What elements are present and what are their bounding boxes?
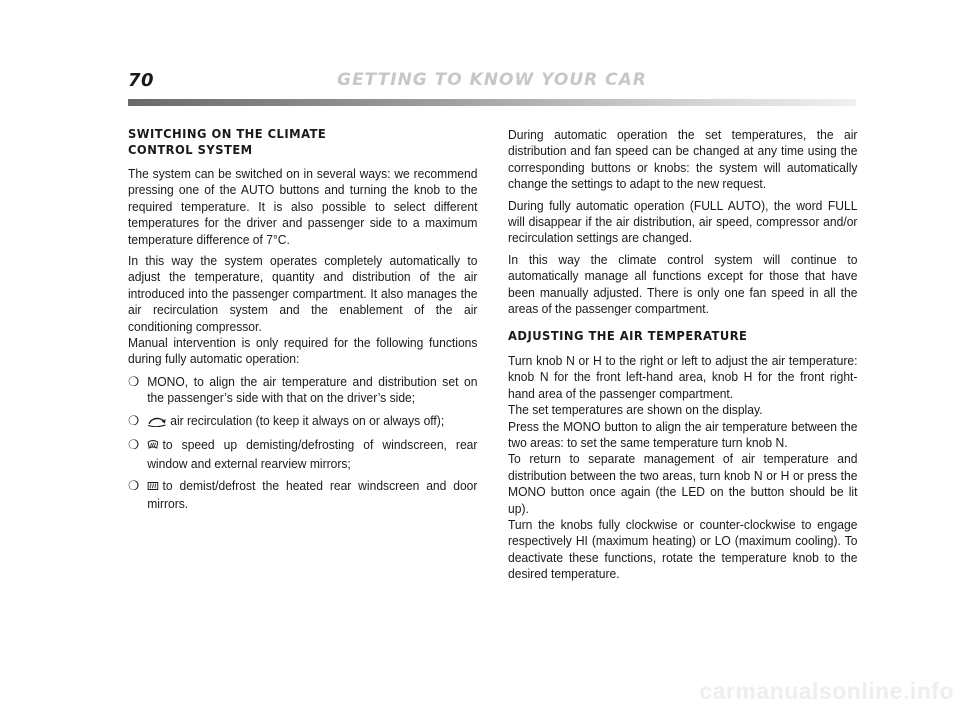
list-item xyxy=(128,413,477,431)
windscreen-demist-icon xyxy=(147,439,159,455)
left-column xyxy=(128,127,477,519)
heading-line-2: CONTROL SYSTEM xyxy=(128,142,253,157)
right-column xyxy=(508,127,857,583)
paragraph: In this way the climate control system will continue to automatically manage all functions except for those that have been manually adjusted. There is only one fan speed in all the areas of the passenger compartment. xyxy=(508,252,858,317)
paragraph: During fully automatic operation (FULL AUTO), the word FULL will disappear if the air distribution, air speed, compressor and/or recirculation settings are changed. xyxy=(508,198,858,246)
paragraph: The set temperatures are shown on the display. xyxy=(508,403,763,418)
section-heading-air-temperature: ADJUSTING THE AIR TEMPERATURE xyxy=(508,329,748,344)
watermark: carmanualsonline.info xyxy=(699,678,954,704)
page-number: 70 xyxy=(128,70,155,91)
bullet-circle-icon: ❍ xyxy=(128,412,140,428)
bullet-circle-icon: ❍ xyxy=(128,373,140,389)
list-item-text: to speed up demisting/defrosting of windscreen, rear window and external rearview mirrors; xyxy=(147,438,478,471)
page-header xyxy=(128,70,856,94)
paragraph: Turn knob N or H to the right or left to adjust the air temperature: knob N for the front left-hand area, knob H for the front right-hand area of the passenger compartment. xyxy=(508,353,858,401)
rear-window-defrost-icon xyxy=(147,480,159,496)
bullet-circle-icon: ❍ xyxy=(128,437,140,453)
section-heading-switching-on xyxy=(128,127,477,158)
paragraph: Press the MONO button to align the air temperature between the two areas: to set the same temperature turn knob N. xyxy=(508,419,858,450)
running-title: GETTING TO KNOW YOUR CAR xyxy=(337,70,647,90)
air-recirculation-icon xyxy=(147,415,166,431)
list-item-text: to demist/defrost the heated rear windscreen and door mirrors. xyxy=(147,478,478,512)
paragraph: The system can be switched on in several ways: we recommend pressing one of the AUTO buttons and turning the knob to the required temperature. It is also possible to select different temperatures for the driver and passenger side to a maximum temperature difference of 7°C. xyxy=(128,167,478,247)
paragraph: Manual intervention is only required for the following functions during fully automatic operation: xyxy=(128,336,478,367)
heading-line-1: SWITCHING ON THE CLIMATE xyxy=(128,127,327,141)
list-item-text: air recirculation (to keep it always on or always off); xyxy=(170,413,445,428)
paragraph: To return to separate management of air temperature and distribution between the two areas, turn knob N or H or press the MONO button once again (the LED on the button should be lit up). xyxy=(508,452,858,516)
header-rule xyxy=(128,99,856,106)
list-item xyxy=(128,374,477,407)
bullet-circle-icon: ❍ xyxy=(128,477,140,493)
list-item xyxy=(128,478,477,513)
paragraph: Turn the knobs fully clockwise or counter-clockwise to engage respectively HI (maximum heating) or LO (maximum cooling). To deactivate these functions, rotate the temperature knob to the desired temperature. xyxy=(508,518,858,582)
list-item xyxy=(128,437,477,472)
list-item-text: MONO, to align the air temperature and distribution set on the passenger’s side with that on the driver’s side; xyxy=(147,374,478,406)
paragraph: During automatic operation the set temperatures, the air distribution and fan speed can be changed at any time using the corresponding buttons or knobs: the system will automatically change the settings to adapt to the new request. xyxy=(508,128,858,192)
paragraph: In this way the system operates completely automatically to adjust the temperature, quantity and distribution of the air introduced into the passenger compartment. It also manages the air recirculation system and the enablement of the air conditioning compressor. xyxy=(128,254,478,334)
function-list xyxy=(128,374,477,513)
